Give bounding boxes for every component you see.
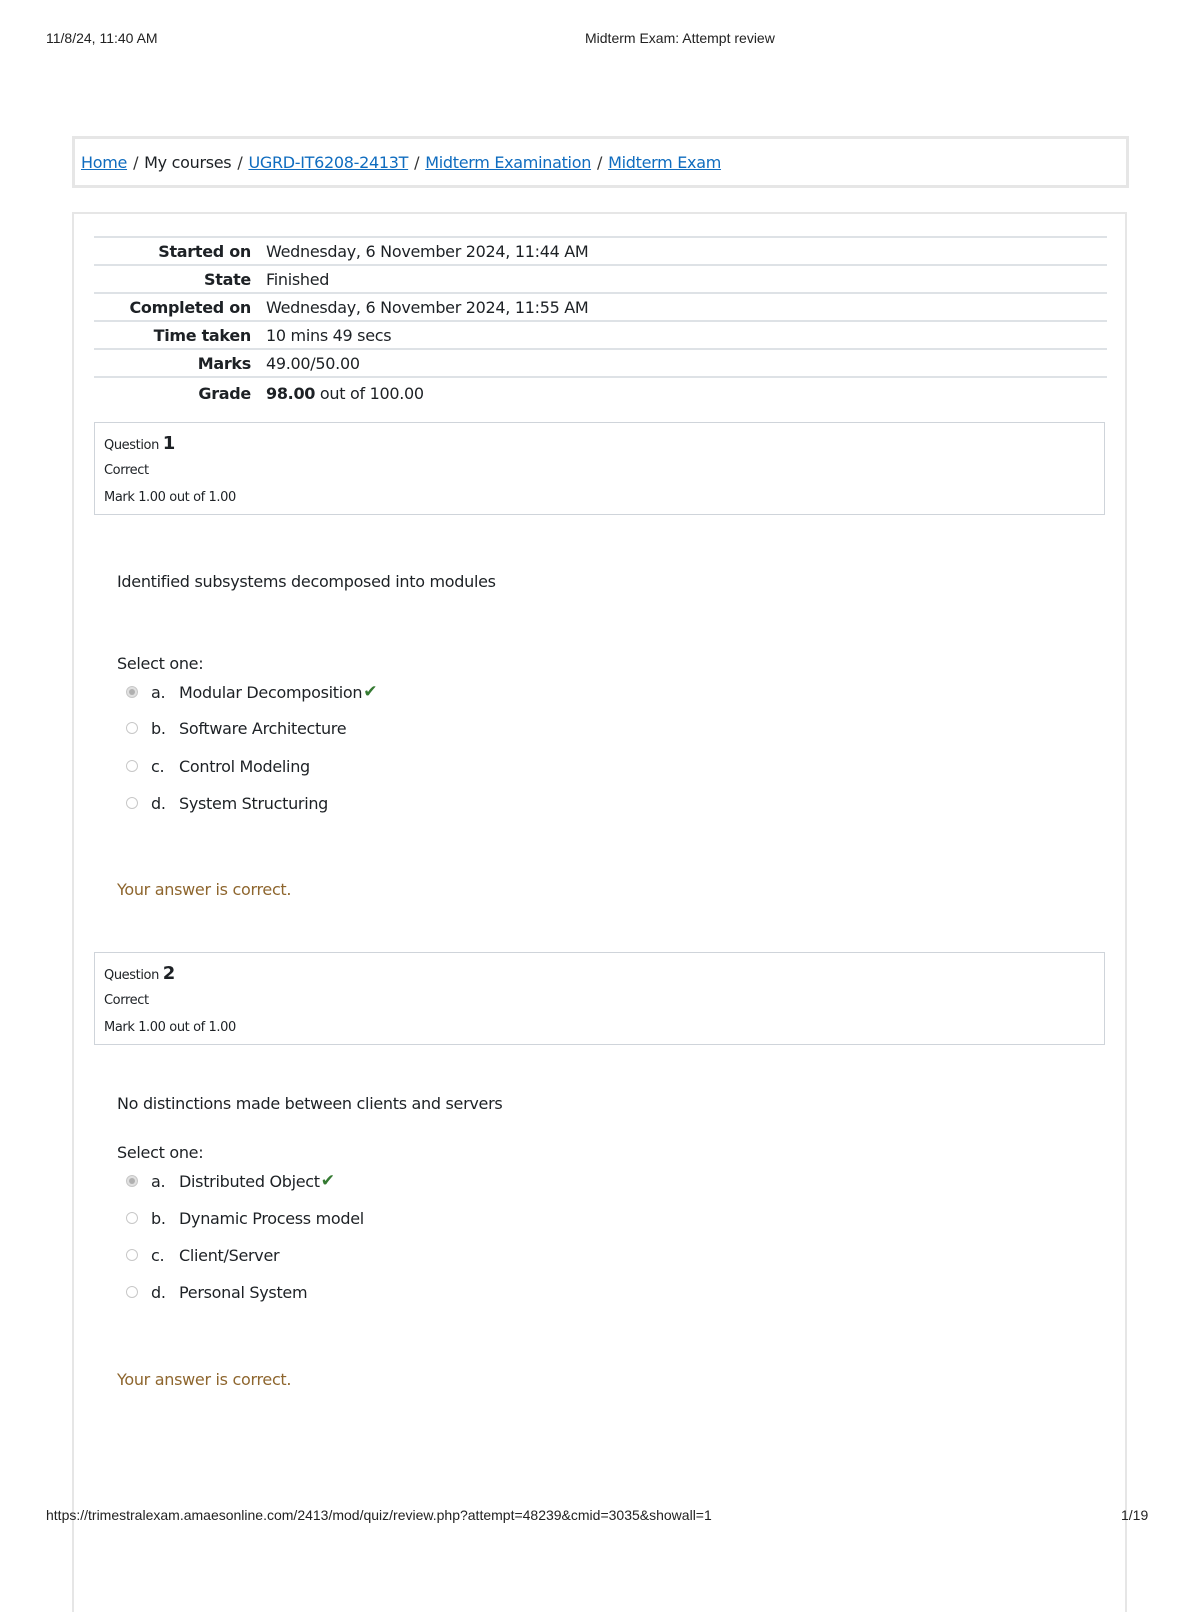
summary-label: Started on [158, 241, 251, 261]
option-letter: d. [151, 793, 166, 813]
summary-value: 49.00/50.00 [266, 353, 360, 373]
summary-row-started [94, 238, 1107, 266]
summary-row-completed [94, 294, 1107, 322]
option-letter: b. [151, 718, 166, 738]
summary-value: Wednesday, 6 November 2024, 11:44 AM [266, 241, 589, 261]
check-mark-icon: ✔ [363, 682, 378, 702]
question-number-value: 2 [162, 963, 175, 984]
option-text: Distributed Object [179, 1171, 320, 1191]
question-number [104, 433, 175, 454]
select-one-label: Select one: [117, 654, 204, 673]
question-number [104, 963, 175, 984]
radio-button[interactable] [126, 1212, 138, 1224]
option-letter: d. [151, 1282, 166, 1302]
question-number-value: 1 [162, 433, 175, 454]
radio-button[interactable] [126, 722, 138, 734]
summary-value: Wednesday, 6 November 2024, 11:55 AM [266, 297, 589, 317]
breadcrumb [81, 153, 721, 172]
summary-label: State [204, 269, 251, 289]
question-info-box [94, 952, 1105, 1045]
question-prefix: Question [104, 968, 159, 983]
option-letter: b. [151, 1208, 166, 1228]
answer-option[interactable] [126, 1244, 279, 1266]
option-letter: c. [151, 756, 165, 776]
print-url: https://trimestralexam.amaesonline.com/2413/mod/quiz/review.php?attempt=48239&cmid=3035&showall=1 [46, 1507, 712, 1523]
summary-row-marks [94, 350, 1107, 378]
breadcrumb-separator: / [237, 153, 243, 172]
question-text: Identified subsystems decomposed into modules [117, 572, 496, 591]
question-text: No distinctions made between clients and servers [117, 1094, 503, 1113]
answer-option[interactable] [126, 1207, 364, 1229]
question-mark: Mark 1.00 out of 1.00 [104, 1020, 236, 1035]
summary-row-state [94, 266, 1107, 294]
summary-label: Marks [197, 353, 251, 373]
summary-row-time-taken [94, 322, 1107, 350]
option-letter: a. [151, 682, 166, 702]
print-page-title: Midterm Exam: Attempt review [585, 30, 775, 46]
answer-option[interactable] [126, 755, 310, 777]
grade-suffix: out of 100.00 [319, 383, 424, 403]
question-state: Correct [104, 463, 149, 478]
option-text: System Structuring [179, 793, 329, 813]
option-text: Dynamic Process model [179, 1208, 364, 1228]
question-prefix: Question [104, 438, 159, 453]
radio-button[interactable] [126, 686, 138, 698]
check-mark-icon: ✔ [320, 1171, 335, 1191]
question-state: Correct [104, 993, 149, 1008]
summary-row-grade [94, 378, 1107, 408]
breadcrumb-container [72, 136, 1129, 188]
option-letter: a. [151, 1171, 166, 1191]
radio-button[interactable] [126, 797, 138, 809]
breadcrumb-separator: / [414, 153, 420, 172]
summary-label: Completed on [129, 297, 251, 317]
answer-feedback: Your answer is correct. [117, 1370, 292, 1389]
radio-button[interactable] [126, 1286, 138, 1298]
question-mark: Mark 1.00 out of 1.00 [104, 490, 236, 505]
option-letter: c. [151, 1245, 165, 1265]
summary-value [266, 384, 424, 403]
answer-option[interactable] [126, 1281, 307, 1303]
summary-label: Time taken [153, 325, 251, 345]
breadcrumb-quiz-link[interactable]: Midterm Exam [608, 153, 722, 172]
breadcrumb-section-link[interactable]: Midterm Examination [425, 153, 592, 172]
option-text: Control Modeling [179, 756, 310, 776]
option-text: Client/Server [179, 1245, 280, 1265]
answer-option[interactable] [126, 681, 377, 703]
radio-button[interactable] [126, 1249, 138, 1261]
attempt-summary-table [94, 236, 1107, 408]
print-datetime: 11/8/24, 11:40 AM [46, 30, 158, 46]
answer-feedback: Your answer is correct. [117, 880, 292, 899]
breadcrumb-my-courses: My courses [144, 153, 232, 172]
select-one-label: Select one: [117, 1143, 204, 1162]
answer-option[interactable] [126, 792, 328, 814]
question-info-box [94, 422, 1105, 515]
answer-option[interactable] [126, 717, 346, 739]
summary-value: Finished [266, 269, 330, 289]
summary-value: 10 mins 49 secs [266, 325, 392, 345]
answer-option[interactable] [126, 1170, 335, 1192]
option-text: Personal System [179, 1282, 308, 1302]
radio-button[interactable] [126, 1175, 138, 1187]
breadcrumb-separator: / [133, 153, 139, 172]
grade-value: 98.00 [266, 383, 316, 403]
option-text: Modular Decomposition [179, 682, 363, 702]
print-page-number: 1/19 [1121, 1507, 1149, 1523]
summary-label: Grade [198, 383, 251, 403]
breadcrumb-separator: / [597, 153, 603, 172]
breadcrumb-course-link[interactable]: UGRD-IT6208-2413T [248, 153, 409, 172]
breadcrumb-home-link[interactable]: Home [81, 153, 128, 172]
radio-button[interactable] [126, 760, 138, 772]
option-text: Software Architecture [179, 718, 347, 738]
